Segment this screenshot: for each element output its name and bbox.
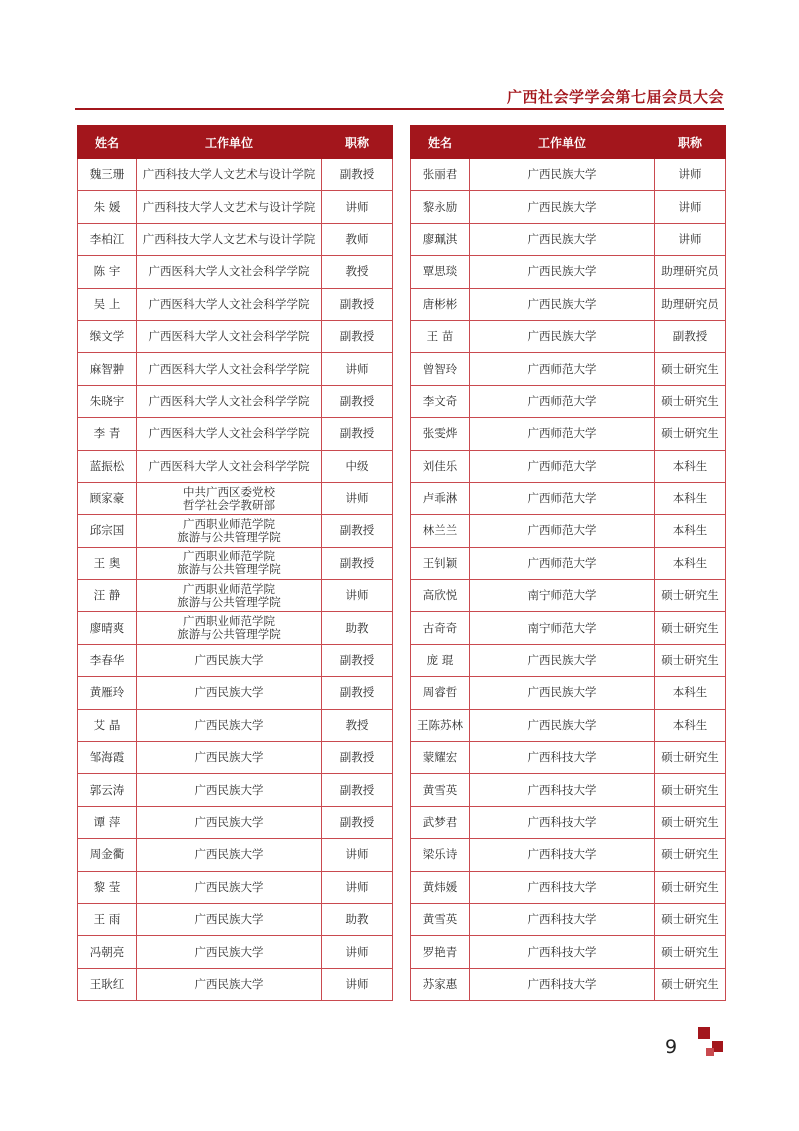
cell-name: 张丽君 [411, 159, 470, 191]
cell-title: 讲师 [322, 353, 393, 385]
table-row [78, 580, 393, 612]
cell-workplace: 广西科技大学 [470, 839, 655, 871]
cell-name: 黎 莹 [78, 871, 137, 903]
column-header-workplace: 工作单位 [470, 126, 655, 159]
table-row [78, 839, 393, 871]
cell-name: 王钊颖 [411, 547, 470, 579]
table-row [411, 644, 726, 676]
cell-title: 副教授 [322, 742, 393, 774]
cell-title: 硕士研究生 [655, 612, 726, 644]
cell-name: 谭 萍 [78, 806, 137, 838]
cell-name: 武梦君 [411, 806, 470, 838]
cell-title: 中级 [322, 450, 393, 482]
table-header-row [78, 126, 393, 159]
table-row [411, 515, 726, 547]
cell-title: 硕士研究生 [655, 806, 726, 838]
table-row [78, 968, 393, 1000]
cell-workplace: 广西师范大学 [470, 515, 655, 547]
cell-title: 教师 [322, 223, 393, 255]
column-header-name: 姓名 [78, 126, 137, 159]
cell-name: 刘佳乐 [411, 450, 470, 482]
cell-workplace: 广西医科大学人文社会科学学院 [137, 418, 322, 450]
cell-title: 本科生 [655, 482, 726, 514]
cell-workplace: 广西民族大学 [470, 677, 655, 709]
cell-workplace: 广西科技大学 [470, 742, 655, 774]
cell-name: 梁乐诗 [411, 839, 470, 871]
cell-workplace: 广西民族大学 [137, 936, 322, 968]
cell-title: 助理研究员 [655, 256, 726, 288]
cell-workplace: 广西民族大学 [137, 677, 322, 709]
cell-name: 张雯烨 [411, 418, 470, 450]
table-row [78, 256, 393, 288]
table-row [411, 385, 726, 417]
table-row [411, 580, 726, 612]
cell-name: 蓝振松 [78, 450, 137, 482]
cell-workplace: 广西师范大学 [470, 450, 655, 482]
table-row [78, 482, 393, 514]
cell-name: 王 雨 [78, 903, 137, 935]
cell-name: 曾智玲 [411, 353, 470, 385]
decorative-square [706, 1048, 714, 1056]
member-table-right [410, 125, 726, 1001]
cell-workplace: 广西科技大学 [470, 871, 655, 903]
cell-name: 罗艳青 [411, 936, 470, 968]
cell-workplace: 广西科技大学 [470, 806, 655, 838]
cell-workplace: 广西医科大学人文社会科学学院 [137, 450, 322, 482]
cell-workplace: 广西职业师范学院 旅游与公共管理学院 [137, 547, 322, 579]
cell-title: 讲师 [322, 871, 393, 903]
cell-title: 讲师 [655, 159, 726, 191]
cell-title: 副教授 [322, 677, 393, 709]
cell-title: 教授 [322, 256, 393, 288]
cell-title: 硕士研究生 [655, 742, 726, 774]
table-row [78, 385, 393, 417]
cell-workplace: 广西民族大学 [470, 644, 655, 676]
table-row [78, 903, 393, 935]
page-number: 9 [665, 1036, 678, 1058]
cell-title: 讲师 [322, 839, 393, 871]
table-row [78, 742, 393, 774]
cell-workplace: 广西职业师范学院 旅游与公共管理学院 [137, 515, 322, 547]
cell-title: 副教授 [322, 288, 393, 320]
cell-name: 黄雁玲 [78, 677, 137, 709]
cell-workplace: 广西科技大学人文艺术与设计学院 [137, 159, 322, 191]
cell-title: 讲师 [322, 191, 393, 223]
table-row [411, 353, 726, 385]
column-header-title: 职称 [655, 126, 726, 159]
cell-title: 硕士研究生 [655, 903, 726, 935]
cell-name: 黄雪英 [411, 903, 470, 935]
cell-name: 林兰兰 [411, 515, 470, 547]
cell-name: 黄雪英 [411, 774, 470, 806]
cell-name: 李春华 [78, 644, 137, 676]
table-row [411, 936, 726, 968]
cell-workplace: 广西师范大学 [470, 353, 655, 385]
table-row [78, 774, 393, 806]
cell-name: 黎永励 [411, 191, 470, 223]
cell-workplace: 广西职业师范学院 旅游与公共管理学院 [137, 580, 322, 612]
table-row [78, 159, 393, 191]
table-row [411, 968, 726, 1000]
cell-workplace: 广西民族大学 [470, 320, 655, 352]
cell-name: 黄炜媛 [411, 871, 470, 903]
table-row [78, 288, 393, 320]
table-row [78, 871, 393, 903]
table-row [411, 159, 726, 191]
table-row [411, 450, 726, 482]
cell-title: 硕士研究生 [655, 644, 726, 676]
table-row [411, 482, 726, 514]
table-row [78, 418, 393, 450]
cell-title: 硕士研究生 [655, 839, 726, 871]
cell-name: 王耿红 [78, 968, 137, 1000]
cell-title: 副教授 [322, 644, 393, 676]
cell-title: 硕士研究生 [655, 936, 726, 968]
cell-name: 麻智翀 [78, 353, 137, 385]
cell-name: 李文奇 [411, 385, 470, 417]
table-row [411, 612, 726, 644]
cell-name: 顾家豪 [78, 482, 137, 514]
table-row [78, 515, 393, 547]
table-row [78, 709, 393, 741]
cell-name: 陈 宇 [78, 256, 137, 288]
cell-name: 庞 琨 [411, 644, 470, 676]
table-row [78, 612, 393, 644]
column-header-name: 姓名 [411, 126, 470, 159]
cell-workplace: 广西民族大学 [470, 159, 655, 191]
member-table-left [77, 125, 393, 1001]
cell-workplace: 广西民族大学 [137, 839, 322, 871]
cell-title: 副教授 [322, 806, 393, 838]
cell-name: 冯朝亮 [78, 936, 137, 968]
table-row [411, 191, 726, 223]
cell-workplace: 广西民族大学 [137, 709, 322, 741]
cell-workplace: 广西民族大学 [470, 256, 655, 288]
cell-name: 汪 静 [78, 580, 137, 612]
cell-title: 本科生 [655, 450, 726, 482]
cell-name: 廖珮淇 [411, 223, 470, 255]
cell-title: 副教授 [322, 385, 393, 417]
cell-title: 讲师 [322, 968, 393, 1000]
table-row [411, 418, 726, 450]
cell-title: 副教授 [322, 774, 393, 806]
cell-workplace: 广西医科大学人文社会科学学院 [137, 353, 322, 385]
cell-name: 苏家惠 [411, 968, 470, 1000]
cell-name: 王 苗 [411, 320, 470, 352]
table-row [411, 871, 726, 903]
cell-name: 唐彬彬 [411, 288, 470, 320]
cell-name: 蒙耀宏 [411, 742, 470, 774]
cell-workplace: 广西医科大学人文社会科学学院 [137, 385, 322, 417]
cell-name: 高欣悦 [411, 580, 470, 612]
cell-name: 覃思琰 [411, 256, 470, 288]
cell-name: 李柏江 [78, 223, 137, 255]
cell-workplace: 广西民族大学 [470, 709, 655, 741]
cell-title: 副教授 [322, 515, 393, 547]
cell-title: 助理研究员 [655, 288, 726, 320]
cell-workplace: 广西民族大学 [470, 223, 655, 255]
cell-workplace: 广西科技大学人文艺术与设计学院 [137, 223, 322, 255]
table-header-row [411, 126, 726, 159]
cell-title: 副教授 [655, 320, 726, 352]
cell-name: 王 奥 [78, 547, 137, 579]
cell-workplace: 广西科技大学人文艺术与设计学院 [137, 191, 322, 223]
table-row [411, 806, 726, 838]
cell-title: 副教授 [322, 547, 393, 579]
cell-title: 讲师 [655, 191, 726, 223]
table-row [78, 320, 393, 352]
cell-name: 邱宗国 [78, 515, 137, 547]
table-row [411, 320, 726, 352]
cell-name: 邹海霞 [78, 742, 137, 774]
table-row [411, 903, 726, 935]
table-row [78, 353, 393, 385]
cell-name: 艾 晶 [78, 709, 137, 741]
table-row [78, 223, 393, 255]
cell-workplace: 广西医科大学人文社会科学学院 [137, 320, 322, 352]
cell-workplace: 广西师范大学 [470, 418, 655, 450]
table-row [411, 709, 726, 741]
cell-title: 讲师 [322, 580, 393, 612]
cell-workplace: 广西民族大学 [137, 774, 322, 806]
table-row [411, 223, 726, 255]
cell-workplace: 广西科技大学 [470, 903, 655, 935]
table-row [78, 450, 393, 482]
header-divider [75, 108, 724, 110]
table-row [411, 742, 726, 774]
cell-workplace: 广西师范大学 [470, 482, 655, 514]
cell-name: 朱晓宇 [78, 385, 137, 417]
table-row [411, 288, 726, 320]
cell-title: 副教授 [322, 320, 393, 352]
cell-title: 本科生 [655, 709, 726, 741]
cell-title: 讲师 [655, 223, 726, 255]
page-header-title: 广西社会学学会第七届会员大会 [506, 88, 724, 106]
cell-workplace: 广西职业师范学院 旅游与公共管理学院 [137, 612, 322, 644]
cell-workplace: 广西民族大学 [137, 871, 322, 903]
cell-workplace: 广西医科大学人文社会科学学院 [137, 256, 322, 288]
cell-workplace: 中共广西区委党校 哲学社会学教研部 [137, 482, 322, 514]
cell-workplace: 广西师范大学 [470, 547, 655, 579]
table-row [411, 774, 726, 806]
cell-workplace: 广西民族大学 [470, 288, 655, 320]
cell-title: 助教 [322, 612, 393, 644]
cell-title: 本科生 [655, 515, 726, 547]
cell-name: 朱 媛 [78, 191, 137, 223]
table-row [411, 839, 726, 871]
cell-workplace: 广西民族大学 [137, 644, 322, 676]
cell-title: 硕士研究生 [655, 871, 726, 903]
cell-workplace: 南宁师范大学 [470, 612, 655, 644]
decorative-square [698, 1027, 710, 1039]
cell-title: 教授 [322, 709, 393, 741]
cell-title: 讲师 [322, 936, 393, 968]
cell-title: 硕士研究生 [655, 580, 726, 612]
table-row [78, 644, 393, 676]
table-row [78, 936, 393, 968]
cell-workplace: 广西科技大学 [470, 936, 655, 968]
table-row [78, 547, 393, 579]
cell-workplace: 南宁师范大学 [470, 580, 655, 612]
cell-title: 硕士研究生 [655, 774, 726, 806]
cell-workplace: 广西科技大学 [470, 774, 655, 806]
cell-name: 王陈苏林 [411, 709, 470, 741]
cell-name: 吴 上 [78, 288, 137, 320]
table-row [78, 806, 393, 838]
cell-workplace: 广西医科大学人文社会科学学院 [137, 288, 322, 320]
cell-title: 硕士研究生 [655, 385, 726, 417]
cell-title: 硕士研究生 [655, 418, 726, 450]
cell-name: 卢乖淋 [411, 482, 470, 514]
cell-title: 副教授 [322, 418, 393, 450]
table-row [411, 547, 726, 579]
cell-name: 魏三珊 [78, 159, 137, 191]
cell-title: 讲师 [322, 482, 393, 514]
cell-workplace: 广西科技大学 [470, 968, 655, 1000]
cell-name: 李 青 [78, 418, 137, 450]
cell-name: 廖晴爽 [78, 612, 137, 644]
cell-name: 缑文学 [78, 320, 137, 352]
table-row [78, 191, 393, 223]
table-row [411, 677, 726, 709]
cell-title: 硕士研究生 [655, 353, 726, 385]
cell-title: 硕士研究生 [655, 968, 726, 1000]
cell-title: 副教授 [322, 159, 393, 191]
column-header-title: 职称 [322, 126, 393, 159]
cell-workplace: 广西民族大学 [137, 742, 322, 774]
cell-title: 本科生 [655, 547, 726, 579]
cell-name: 周金衢 [78, 839, 137, 871]
table-row [411, 256, 726, 288]
cell-workplace: 广西民族大学 [137, 968, 322, 1000]
column-header-workplace: 工作单位 [137, 126, 322, 159]
cell-workplace: 广西民族大学 [137, 903, 322, 935]
cell-workplace: 广西民族大学 [137, 806, 322, 838]
cell-name: 周睿哲 [411, 677, 470, 709]
cell-name: 古奇奇 [411, 612, 470, 644]
cell-workplace: 广西师范大学 [470, 385, 655, 417]
cell-workplace: 广西民族大学 [470, 191, 655, 223]
table-row [78, 677, 393, 709]
cell-title: 本科生 [655, 677, 726, 709]
cell-name: 郭云涛 [78, 774, 137, 806]
cell-title: 助教 [322, 903, 393, 935]
